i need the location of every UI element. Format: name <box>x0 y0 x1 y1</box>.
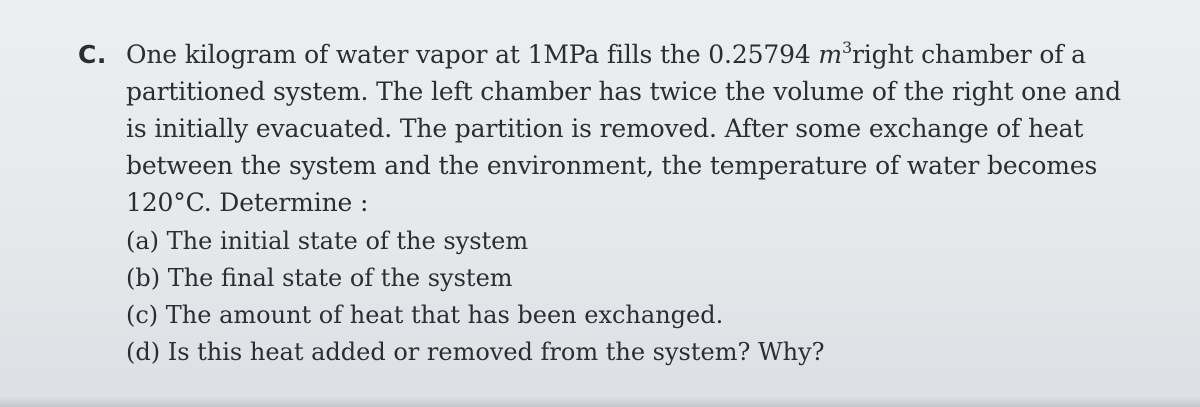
question-parts <box>126 223 825 371</box>
statement-line-1 <box>126 36 1186 73</box>
question-part-b: (b) The final state of the system <box>126 264 513 292</box>
problem-label: C. <box>78 40 107 69</box>
paper-bottom-edge <box>0 397 1200 407</box>
question-part-d: (d) Is this heat added or removed from the system? Why? <box>126 338 825 366</box>
statement-line-2: partitioned system. The left chamber has twice the volume of the right one and <box>126 77 1121 106</box>
volume-unit-exponent: 3 <box>841 38 852 57</box>
question-part-c: (c) The amount of heat that has been exchanged. <box>126 301 724 329</box>
problem-statement <box>126 36 1186 366</box>
statement-line-4: between the system and the environment, the temperature of water becomes <box>126 151 1098 180</box>
question-part-a: (a) The initial state of the system <box>126 227 529 255</box>
statement-line-5: 120°C. Determine : <box>126 188 369 217</box>
volume-unit: m <box>818 40 842 69</box>
statement-line-1-text: One kilogram of water vapor at 1MPa fills the 0.25794 <box>126 40 819 69</box>
statement-line-1-end: right chamber of a <box>852 40 1086 69</box>
statement-line-3: is initially evacuated. The partition is removed. After some exchange of heat <box>126 114 1084 143</box>
